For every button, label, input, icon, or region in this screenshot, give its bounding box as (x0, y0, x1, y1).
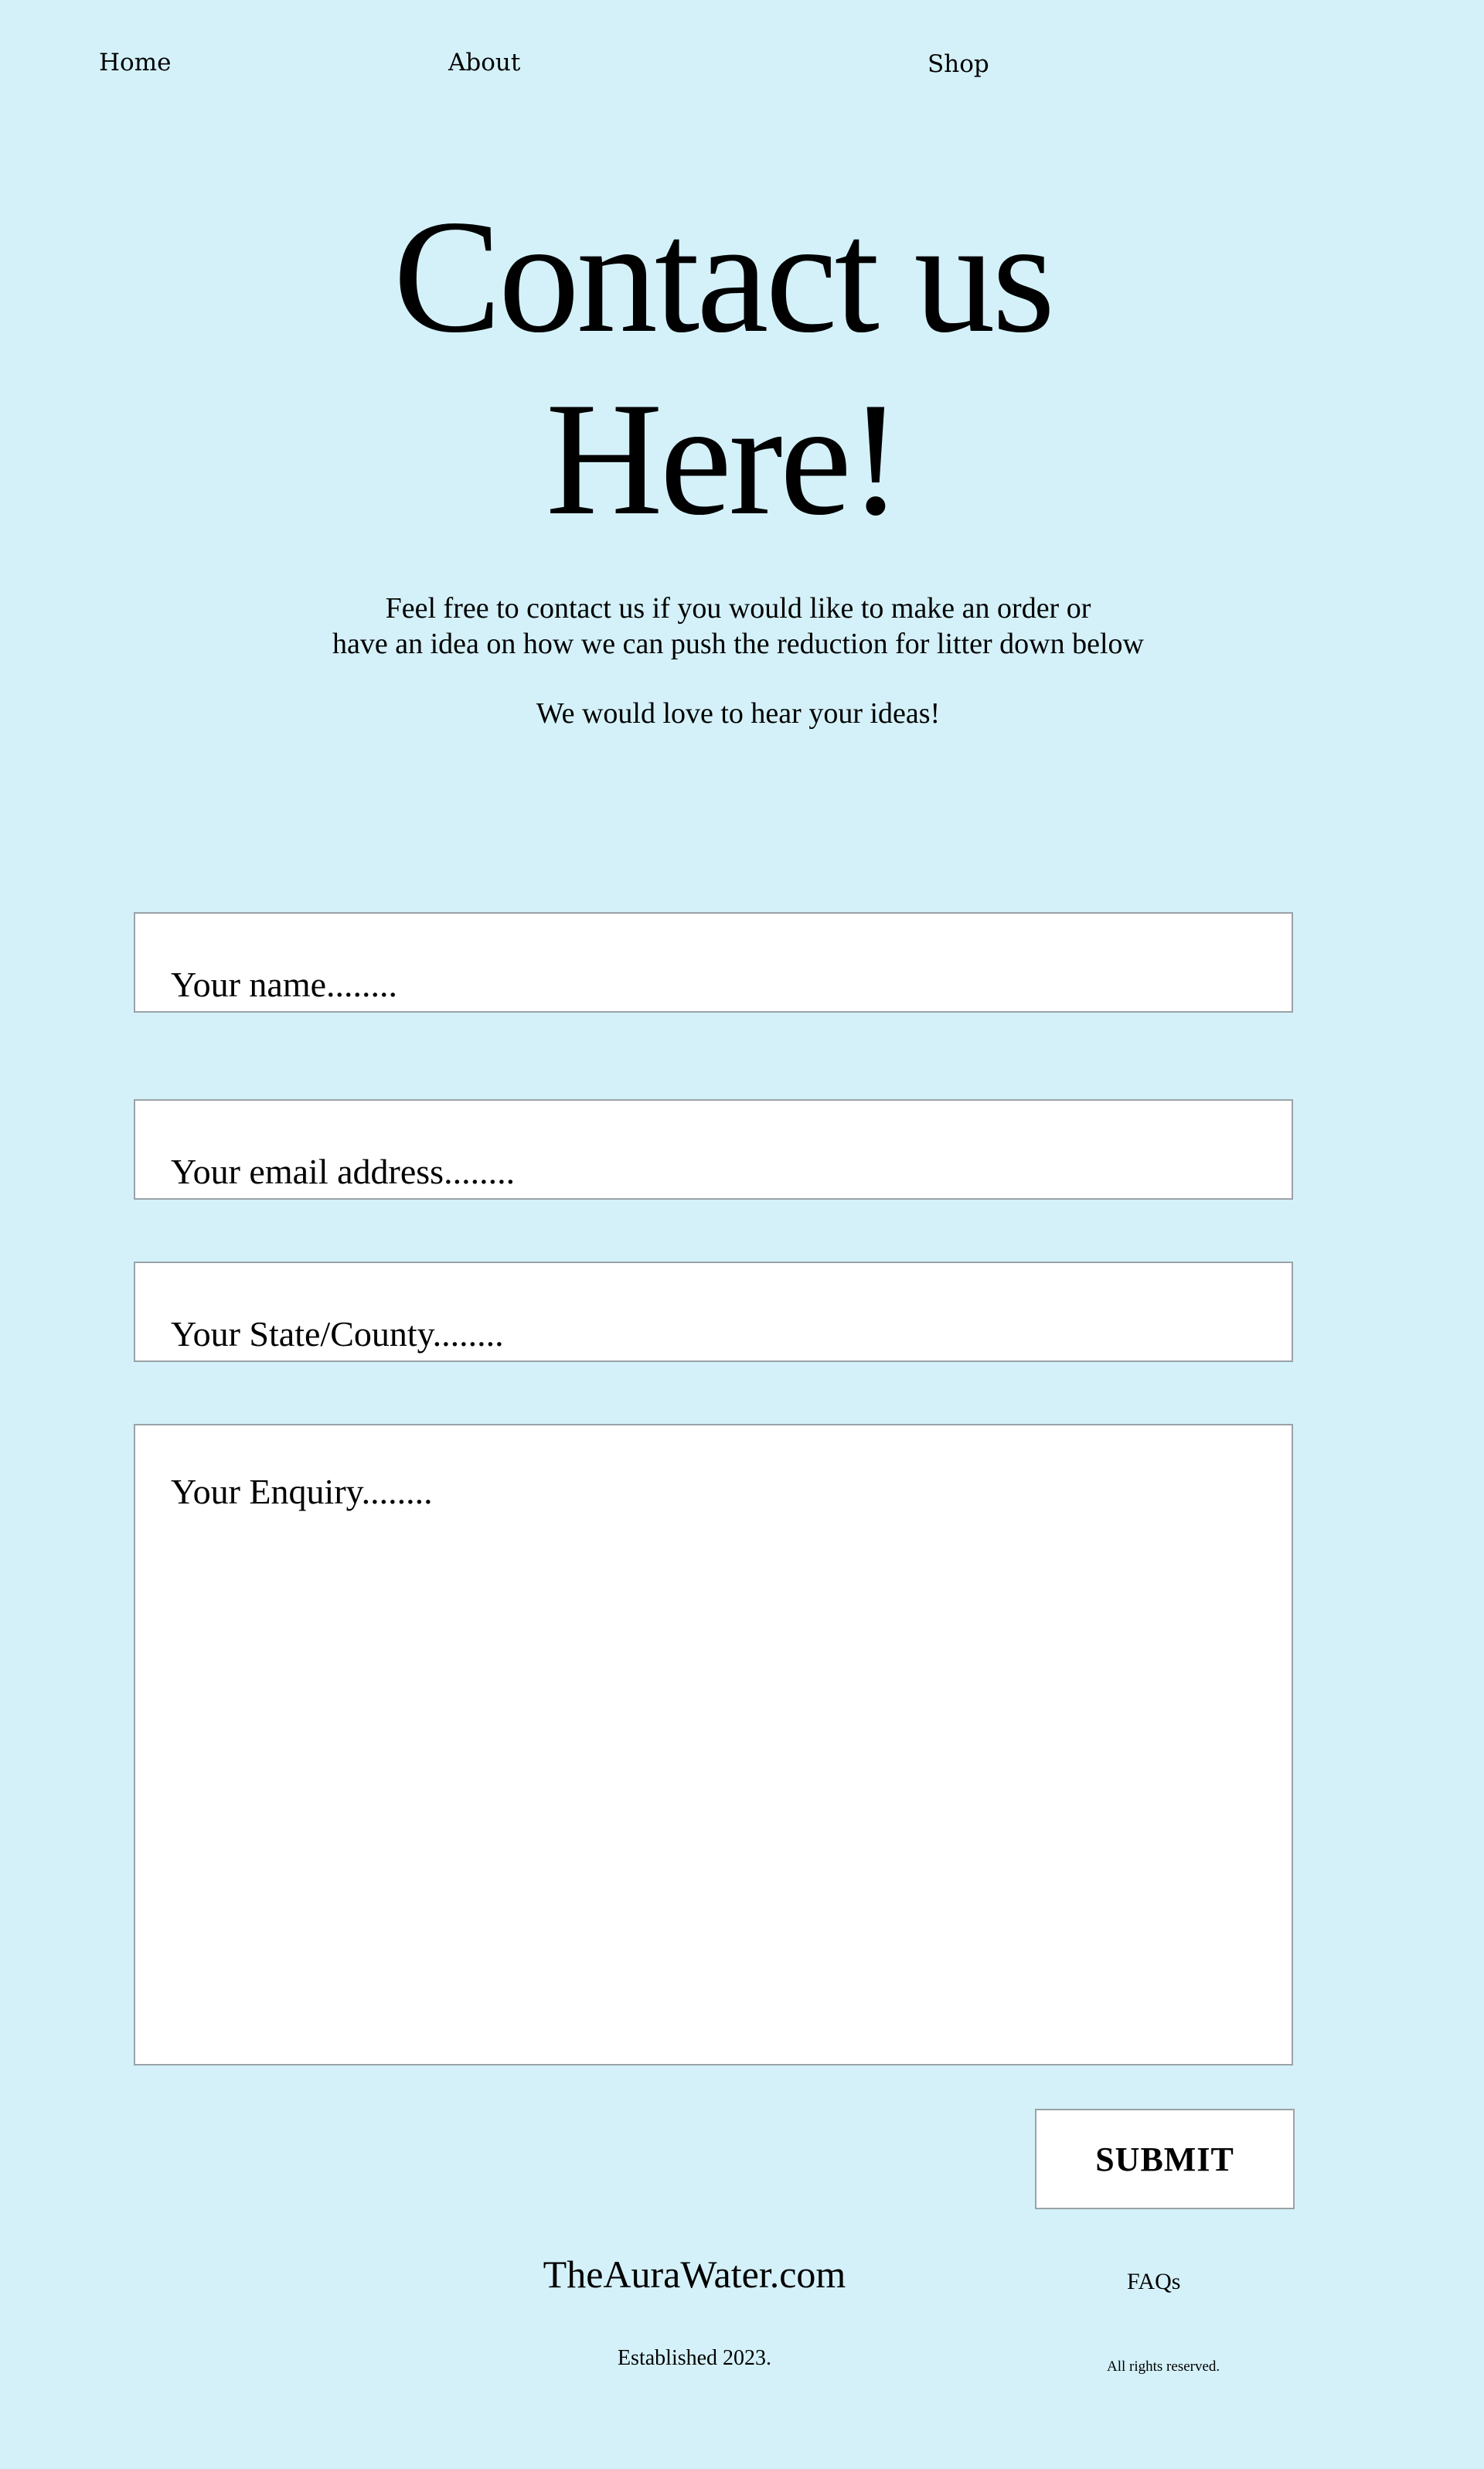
intro-text (0, 591, 1476, 731)
nav-shop-link[interactable]: Shop (928, 50, 989, 78)
nav-home-link[interactable]: Home (99, 49, 172, 77)
footer-rights: All rights reserved. (1107, 2358, 1220, 2375)
state-county-input[interactable] (134, 1262, 1293, 1362)
email-input[interactable] (134, 1099, 1293, 1200)
submit-button[interactable]: SUBMIT (1035, 2109, 1295, 2209)
page-title-line1: Contact us (393, 187, 1053, 366)
page-title (0, 186, 1445, 550)
nav-about-link[interactable]: About (448, 49, 521, 77)
intro-line-2: have an idea on how we can push the reduction for litter down below (332, 628, 1144, 660)
page-title-line2: Here! (546, 369, 900, 549)
intro-line-1: Feel free to contact us if you would like to make an order or (385, 592, 1091, 625)
name-input[interactable] (134, 912, 1293, 1013)
intro-line-3: We would love to hear your ideas! (536, 697, 941, 730)
intro-spacer (0, 662, 1476, 696)
footer-established: Established 2023. (617, 2346, 772, 2370)
footer-faqs-link[interactable]: FAQs (1127, 2269, 1181, 2294)
footer-brand: TheAuraWater.com (543, 2253, 846, 2296)
enquiry-textarea[interactable] (134, 1424, 1293, 2065)
